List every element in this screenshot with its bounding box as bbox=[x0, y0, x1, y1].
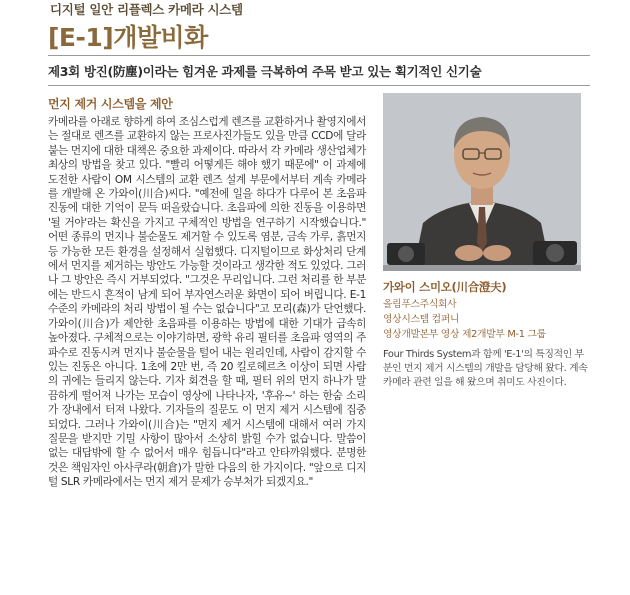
article-subtitle: 제3회 방진(防塵)이라는 힘겨운 과제를 극복하여 주목 받고 있는 획기적인 신기술 bbox=[48, 64, 482, 79]
profile-name: 가와이 스미오(川合澄夫) bbox=[383, 280, 507, 294]
photo-caption: Four Thirds System과 함께 'E-1'의 특징적인 부분인 먼지 제거 시스템의 개발을 담당해 왔다. 계속 카메라 관련 일을 해 왔으며 취미도 사진이다. bbox=[383, 349, 588, 388]
top-divider bbox=[48, 55, 590, 56]
series-kicker: 디지털 일안 리플렉스 카메라 시스템 bbox=[50, 2, 243, 17]
portrait-illustration bbox=[383, 93, 581, 271]
profile-department: 영상개발본부 영상 제2개발부 M-1 그룹 bbox=[383, 329, 546, 340]
profile-affiliation bbox=[383, 297, 546, 342]
bottom-divider bbox=[48, 85, 590, 86]
section-heading: 먼지 제거 시스템을 제안 bbox=[48, 97, 173, 111]
page-title: [E-1]개발비화 bbox=[48, 23, 208, 52]
profile-company: 올림푸스주식회사 bbox=[383, 299, 457, 310]
article-body: 카메라를 아래로 향하게 하여 조심스럽게 렌즈를 교환하거나 촬영지에서는 절대로 렌즈를 교환하지 않는 프로사진가들도 있을 만큼 CCD에 달라 붙는 먼지에 대한 대책은 중요한 과제이다. 따라서 각 카메라 생산업체가 최상의 방법을 찾고 있다. "빨리 어떻게든 해야 했기 때문에" 이 과제에 도전한 사람이 OM 시스템의 교환 렌즈 설계 부문에서부터 계속 카메라를 개발해 온 가와이(川合)씨다. "예전에 일을 하다가 다루어 본 초음파진동에 대한 기억이 문득 떠올랐습니다. 초음파에 의한 진동을 이용하면 '될 거야'라는 확신을 가지고 구체적인 방법을 연구하기 시작했습니다." 어떤 종류의 먼지나 불순물도 제거할 수 있도록 염분, 금속 가루, 흙먼지 등 가능한 모든 환경을 설정해서 실험했다. 디지털이므로 화상처리 단계에서 먼지를 제거하는 방안도 가능할 것이라고 생각한 적도 있었다. 그러나 그 방안은 즉시 거부되었다. "그것은 무리입니다. 그런 처리를 한 부분에는 반드시 흔적이 남게 되어 부자연스러운 화면이 되어 버립니다. E-1 수준의 카메라의 처리 방법이 될 수는 없습니다"고 모리(森)가 단언했다. 가와이(川合)가 제안한 초음파를 이용하는 방법에 대한 기대가 급속히 높아졌다. 구체적으로는 이야기하면, 광학 유리 필터를 초음파 영역의 주파수로 진동시켜 먼지나 불순물을 털어 내는 원리인데, 사람이 감지할 수 있는 진동은 아니다. 1초에 2만 번, 즉 20 킬로헤르츠 이상이 되면 사람의 귀에는 들리지 않는다. 기자 회견을 할 때, 필터 위의 먼지 하나가 말끔하게 떨어져 나가는 모습이 영상에 나타나자, '후유~' 하는 한숨 소리가 장내에서 터져 나왔다. 기자들의 질문도 이 먼지 제거 시스템에 집중되었다. 그러나 가와이(川合)는 "먼지 제거 시스템에 대해서 여러 가지 질문을 받지만 기밀 사항이 많아서 소상히 밝힐 수가 없습니다. 말씀이 없는 대답밖에 할 수 없어서 매우 힘듭니다"라고 안타까워했다. 분명한 것은 책임자인 아사쿠라(朝倉)가 말한 다음의 한 가지이다. "앞으로 디지털 SLR 카메라에서는 먼지 제거 문제가 승부처가 되겠지요." bbox=[48, 116, 366, 489]
portrait-photo bbox=[383, 93, 581, 271]
profile-division: 영상시스템 컴퍼니 bbox=[383, 314, 460, 325]
